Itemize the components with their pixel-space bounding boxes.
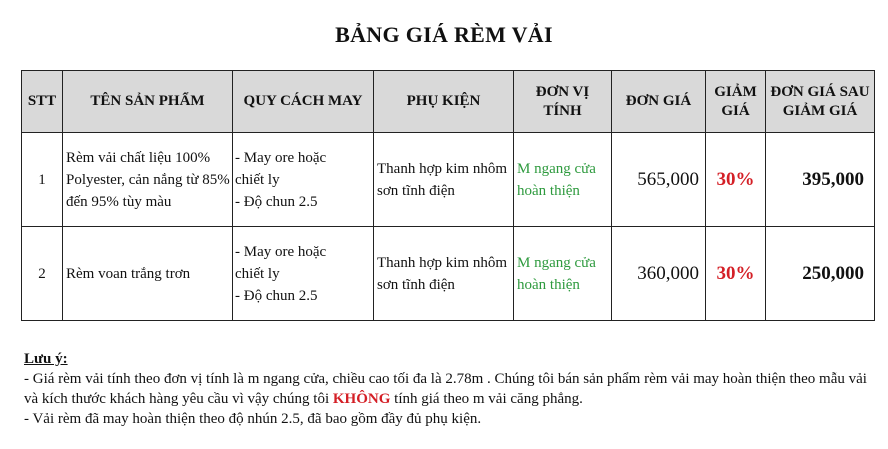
price-table	[21, 70, 875, 321]
spec-line: - Độ chun 2.5	[235, 193, 318, 210]
header-unit-line1: ĐƠN VỊ	[535, 83, 590, 100]
header-discount-line2: GIÁ	[721, 102, 750, 119]
header-sewing-spec: QUY CÁCH MAY	[233, 71, 374, 133]
cell-final-price: 250,000	[766, 227, 875, 321]
header-accessory: PHỤ KIỆN	[374, 71, 514, 133]
cell-discount: 30%	[706, 227, 766, 321]
cell-stt: 1	[22, 133, 63, 227]
cell-final-price: 395,000	[766, 133, 875, 227]
note-text-tail: tính giá theo m vải căng phẳng.	[394, 391, 583, 407]
spec-line: - May ore hoặc	[235, 243, 327, 260]
cell-price: 565,000	[612, 133, 706, 227]
note-text: - Giá rèm vải tính theo đơn vị tính là m ngang cửa, chiều cao tối đa là 2.78m . Chúng tôi bán sản phẩm rèm vải may hoàn thiện theo mẫu vải và kích thước khách hàng yêu cầu vì vậy chúng tôi	[24, 371, 867, 407]
cell-sewing-spec	[233, 227, 374, 321]
cell-sewing-spec	[233, 133, 374, 227]
cell-unit: M ngang cửa hoàn thiện	[514, 133, 612, 227]
table-header-row	[22, 71, 875, 133]
page-title: BẢNG GIÁ RÈM VẢI	[335, 22, 553, 47]
cell-discount: 30%	[706, 133, 766, 227]
note-line: - Vải rèm đã may hoàn thiện theo độ nhún 2.5, đã bao gồm đầy đủ phụ kiện.	[24, 411, 482, 427]
notes-section	[24, 349, 874, 429]
cell-stt: 2	[22, 227, 63, 321]
header-unit-line2: TÍNH	[543, 102, 582, 119]
spec-line: - May ore hoặc	[235, 149, 327, 166]
header-stt: STT	[22, 71, 63, 133]
spec-line: chiết ly	[235, 265, 280, 282]
table-row	[22, 227, 875, 321]
cell-product-name: Rèm vải chất liệu 100% Polyester, cản nắng từ 85% đến 95% tùy màu	[63, 133, 233, 227]
cell-accessory: Thanh hợp kim nhôm sơn tĩnh điện	[374, 227, 514, 321]
header-discount-line1: GIẢM	[714, 83, 757, 100]
header-final-price	[766, 71, 875, 133]
note-line	[24, 369, 874, 409]
header-price: ĐƠN GIÁ	[612, 71, 706, 133]
header-final-line1: ĐƠN GIÁ SAU	[770, 83, 870, 100]
cell-accessory: Thanh hợp kim nhôm sơn tĩnh điện	[374, 133, 514, 227]
cell-price: 360,000	[612, 227, 706, 321]
header-discount	[706, 71, 766, 133]
spec-line: chiết ly	[235, 171, 280, 188]
spec-line: - Độ chun 2.5	[235, 287, 318, 304]
note-emphasis: KHÔNG	[332, 391, 391, 407]
cell-unit: M ngang cửa hoàn thiện	[514, 227, 612, 321]
cell-product-name: Rèm voan trắng trơn	[63, 227, 233, 321]
header-final-line2: GIẢM GIÁ	[782, 102, 858, 119]
table-row	[22, 133, 875, 227]
header-product-name: TÊN SẢN PHẨM	[63, 71, 233, 133]
notes-title: Lưu ý:	[24, 351, 68, 367]
header-unit	[514, 71, 612, 133]
